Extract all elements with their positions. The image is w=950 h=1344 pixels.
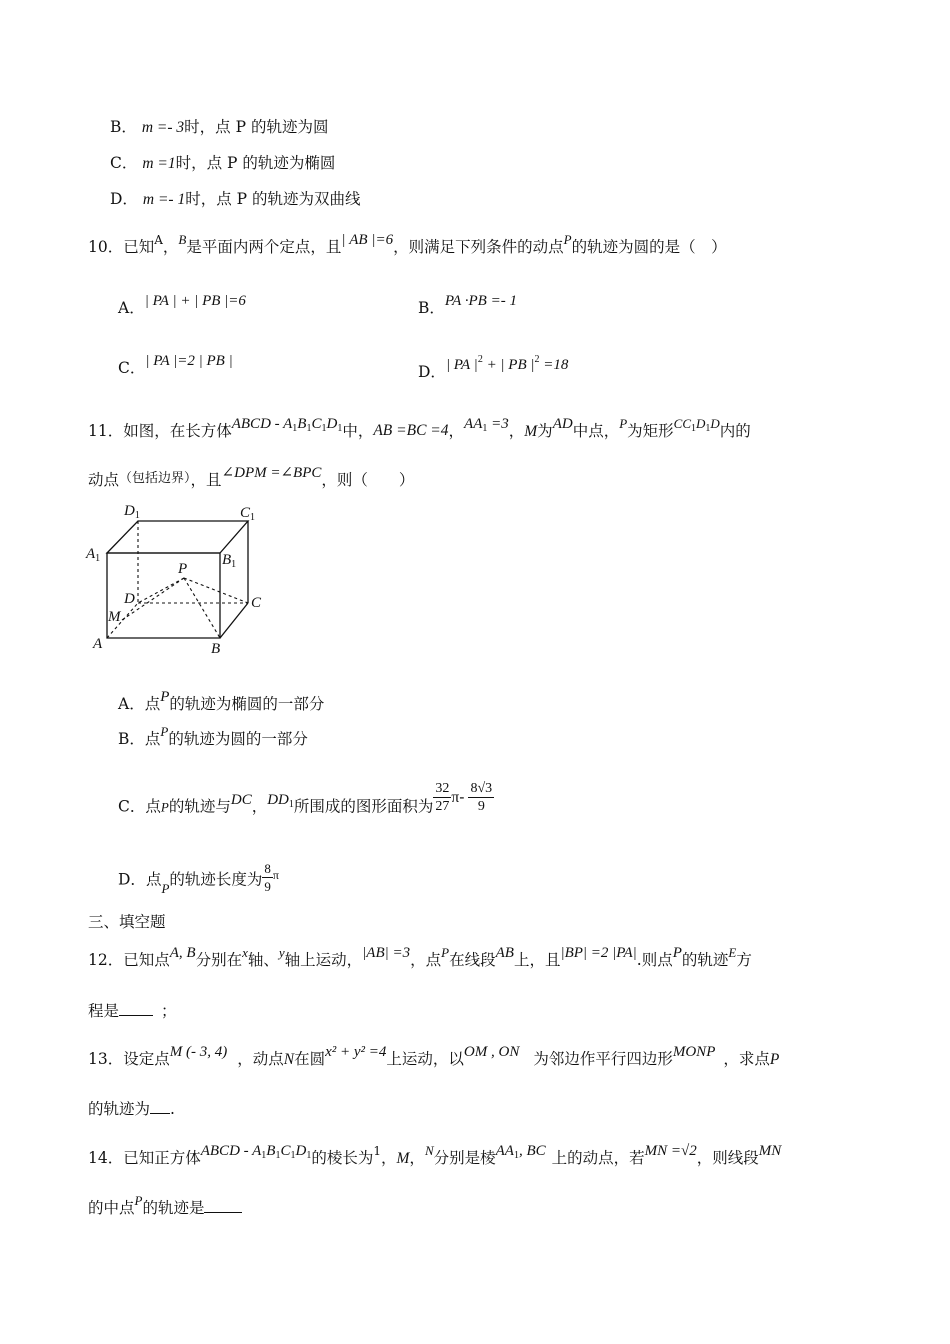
punctuation: . [170,1100,175,1118]
question-13-stem [88,1044,780,1070]
numerator: 8√3 [470,781,493,796]
subscript: 1 [705,423,711,434]
question-13-stem-line2 [88,1099,175,1119]
expr-part: B [297,416,307,432]
option-label: D． [118,870,146,889]
option-condition: m =- 3 [141,119,185,136]
question-14-stem [88,1143,782,1174]
math-var: P [134,1193,143,1208]
math-expr: x² + y² =4 [325,1044,387,1060]
subscript: 1 [275,1150,281,1161]
expr-part: AA [495,1143,514,1159]
math-var: AB [495,945,514,961]
numerator: 32 [435,781,450,796]
question-11-stem [88,416,751,447]
option-text: 的轨迹为椭圆的一部分 [169,695,325,713]
punctuation: ， [409,1149,425,1167]
math-var: M [396,1150,410,1167]
stem-text: 中， [342,422,374,440]
denominator: 27 [435,799,450,814]
expr-part: C [311,416,322,432]
stem-text: 分别在 [195,951,243,969]
subscript: 1 [261,1150,267,1161]
expr-part: =3 [487,416,509,432]
question-number: 11．如图，在长方体 [88,422,232,440]
right-bottom-edge [220,603,248,638]
math-var: E [728,945,737,960]
stem-text: ，则线段 [696,1149,759,1167]
option-expr: | PA |=2 | PB | [145,353,233,369]
stem-text: （包括边界） [119,471,191,486]
question-number: 13．设定点 [88,1050,170,1068]
stem-text: 上运动，以 [386,1050,464,1068]
question-12-stem [88,945,752,971]
question-number: 12．已知点 [88,951,170,969]
option-label: A． [118,299,145,317]
option-text: 时，点 P 的轨迹为双曲线 [185,190,361,208]
math-expr: ∠DPM =∠BPC [221,465,322,481]
stem-text: ，则（ ） [321,471,415,489]
option-text: 的轨迹为圆的一部分 [168,730,308,748]
question-14-stem-line2 [88,1193,242,1219]
fraction-32-27 [433,780,451,815]
q11-option-a [118,689,325,715]
math-var: P [672,945,682,961]
stem-text: 动点 [88,471,120,489]
math-var: MONP [672,1044,716,1060]
subscript: 1 [306,423,312,434]
label-c: C [251,595,262,611]
stem-text: 为邻边作平行四边形 [533,1050,673,1068]
stem-text: 的中点 [88,1199,135,1217]
segment-pc [184,578,248,603]
option-label: C． [110,154,138,172]
stem-text: 轴上运动， [284,951,363,969]
pi-symbol: π [451,788,460,806]
expr-part: D [710,416,720,431]
q11-option-b [118,724,308,750]
label-d1: $D_1$ [124,503,140,521]
expr-part: CC [673,416,692,431]
expr-part: AA [464,416,483,432]
option-text: 点 [144,730,161,748]
math-var: MN [758,1143,782,1159]
math-expr [201,1143,312,1159]
denominator: 9 [477,799,485,814]
expr-part: ABCD - A [231,416,293,432]
stem-text: 的轨迹 [681,951,729,969]
math-expr: A, B [169,945,196,961]
math-var: B [178,232,187,247]
math-var: P [441,945,450,960]
label-d: D [124,591,135,607]
math-expr: AB =BC =4 [373,422,449,439]
subscript: 1 [292,423,298,434]
option-text: 时，点 P 的轨迹为椭圆 [175,154,336,172]
q10-option-b [418,293,517,319]
math-var: P [619,416,628,431]
q11-option-c [118,781,494,825]
option-label: D． [110,190,138,208]
stem-text: 的棱长为 [311,1149,374,1167]
stem-text: ，则满足下列条件的动点 [393,238,564,256]
option-text: 的轨迹长度为 [169,870,263,889]
question-number: 14．已知正方体 [88,1149,201,1167]
label-a1: $A_1$ [86,546,101,564]
stem-text: 轴、 [247,951,279,969]
stem-text: ，点 [410,951,442,969]
section-heading: 三、填空题 [88,913,166,931]
subscript: 1 [288,798,294,810]
question-10-stem [88,232,727,258]
option-expr [445,354,569,373]
option-text: 所围成的图形面积为 [293,797,434,816]
q9-option-d [110,189,361,210]
math-expr: M (- 3, 4) [169,1044,228,1060]
q10-option-c [118,353,233,379]
q10-option-a [118,293,246,319]
segment-pd [138,578,184,603]
option-expr: PA ·PB =- 1 [444,293,517,309]
fraction-8-9 [262,860,273,895]
denominator: 9 [264,879,271,894]
stem-text: 在圆 [294,1050,326,1068]
stem-text: .则点 [636,951,673,969]
subscript: 1 [321,423,327,434]
stem-text: ，动点 [237,1050,284,1068]
stem-text: 的轨迹为圆的是（ ） [571,238,727,256]
expr-part: | PA | [445,357,478,373]
stem-text: 中点， [572,422,620,440]
question-number: 10．已知 [88,238,155,256]
punctuation: ， [162,238,179,256]
question-11-stem-line2 [88,465,415,492]
math-var: P [160,724,169,739]
option-label: B． [110,118,137,136]
label-c1: $C_1$ [240,505,256,523]
option-label: A． [118,695,145,713]
stem-text: ，求点 [723,1050,770,1068]
top-face [107,521,248,553]
expr-part: D [326,416,338,432]
subscript: 1 [513,1150,519,1161]
math-expr: OM , ON [463,1044,520,1060]
option-label: C． [118,359,146,377]
punctuation: ， [380,1149,397,1167]
question-12-stem-line2 [88,1001,177,1021]
stem-text: 为矩形 [627,422,674,440]
stem-text: 在线段 [449,951,496,969]
math-var: DC [230,791,252,808]
answer-blank[interactable] [204,1212,242,1213]
math-var: A [154,233,163,247]
math-expr [232,416,343,432]
label-p: P [178,561,188,577]
option-text: 的轨迹与 [168,797,231,816]
option-text: 点 [145,870,162,889]
math-expr: |BP| =2 |PA| [560,945,637,961]
stem-text: ，且 [190,471,222,489]
math-var: x [242,945,248,960]
exponent: 2 [534,354,540,365]
math-expr [464,416,509,432]
math-var: y [278,945,285,960]
stem-text: 是平面内两个定点，且 [186,238,342,256]
math-expr [496,1143,546,1159]
subscript: 1 [290,1150,296,1161]
expr-part: D [295,1143,307,1159]
math-var: 1 [373,1144,381,1158]
math-expr: MN =√2 [644,1143,697,1159]
expr-part: D [696,416,706,431]
expr-part: DD [267,791,289,808]
cuboid-figure [80,498,280,658]
q9-option-c [110,153,335,174]
expr-part: C [280,1143,291,1159]
math-var: N [283,1051,295,1068]
math-expr [267,792,294,808]
punctuation: ， [251,797,268,816]
stem-text: 分别是棱 [433,1149,496,1167]
expr-part: , BC [518,1143,546,1159]
q9-option-b [110,117,328,138]
stem-text: 方 [736,951,752,969]
math-expr: | AB |=6 [341,232,394,248]
option-text: 时，点 P 的轨迹为圆 [184,118,329,136]
fraction-8root3-9 [468,780,494,815]
pi-symbol: π [272,867,279,882]
expr-part: + | PB | [482,357,535,373]
math-var: AD [552,416,573,432]
punctuation: ， [448,422,465,440]
option-text: 点 [144,695,161,713]
option-label: D． [418,363,446,381]
option-condition: m =- 1 [142,191,186,208]
math-var: P [563,232,572,247]
math-expr: |AB| =3 [362,945,411,961]
minus-sign: - [459,787,465,806]
stem-text: 上的动点，若 [551,1149,645,1167]
q10-option-d [418,354,569,383]
subscript: 1 [306,1150,312,1161]
expr-part: =18 [539,357,569,373]
option-expr: | PA | + | PB |=6 [144,293,246,309]
label-m: M [108,609,121,625]
option-condition: m =1 [142,155,176,172]
stem-text: 内的 [719,422,751,440]
math-expr [673,416,720,434]
answer-blank[interactable] [119,1015,153,1016]
option-label: B． [418,299,445,317]
stem-text: 的轨迹为 [88,1100,151,1118]
punctuation: ， [508,422,525,440]
segment-pb [184,578,220,638]
numerator: 8 [264,861,271,876]
option-label: B． [118,730,145,748]
subscript: 1 [337,423,343,434]
subscript: 1 [482,423,488,434]
math-var: P [161,880,170,896]
exponent: 2 [477,354,483,365]
stem-text: 为 [537,422,553,440]
q11-option-d [118,863,279,898]
math-var: P [160,799,169,815]
label-b1: $B_1$ [222,552,237,570]
stem-text: 程是 [88,1002,120,1020]
math-var: M [524,423,538,440]
math-var: N [424,1143,434,1158]
punctuation: ； [161,1002,177,1020]
option-text: 点 [145,797,161,816]
stem-text: 的轨迹是 [142,1199,205,1217]
answer-blank[interactable] [150,1113,170,1114]
math-var: P [160,689,170,705]
expr-part: B [266,1143,276,1159]
stem-text: 上，且 [513,951,561,969]
expr-part: ABCD - A [200,1143,262,1159]
subscript: 1 [691,423,697,434]
label-a: A [93,636,103,652]
option-label: C． [118,797,146,816]
label-b: B [211,641,221,657]
math-var: P [769,1051,780,1068]
